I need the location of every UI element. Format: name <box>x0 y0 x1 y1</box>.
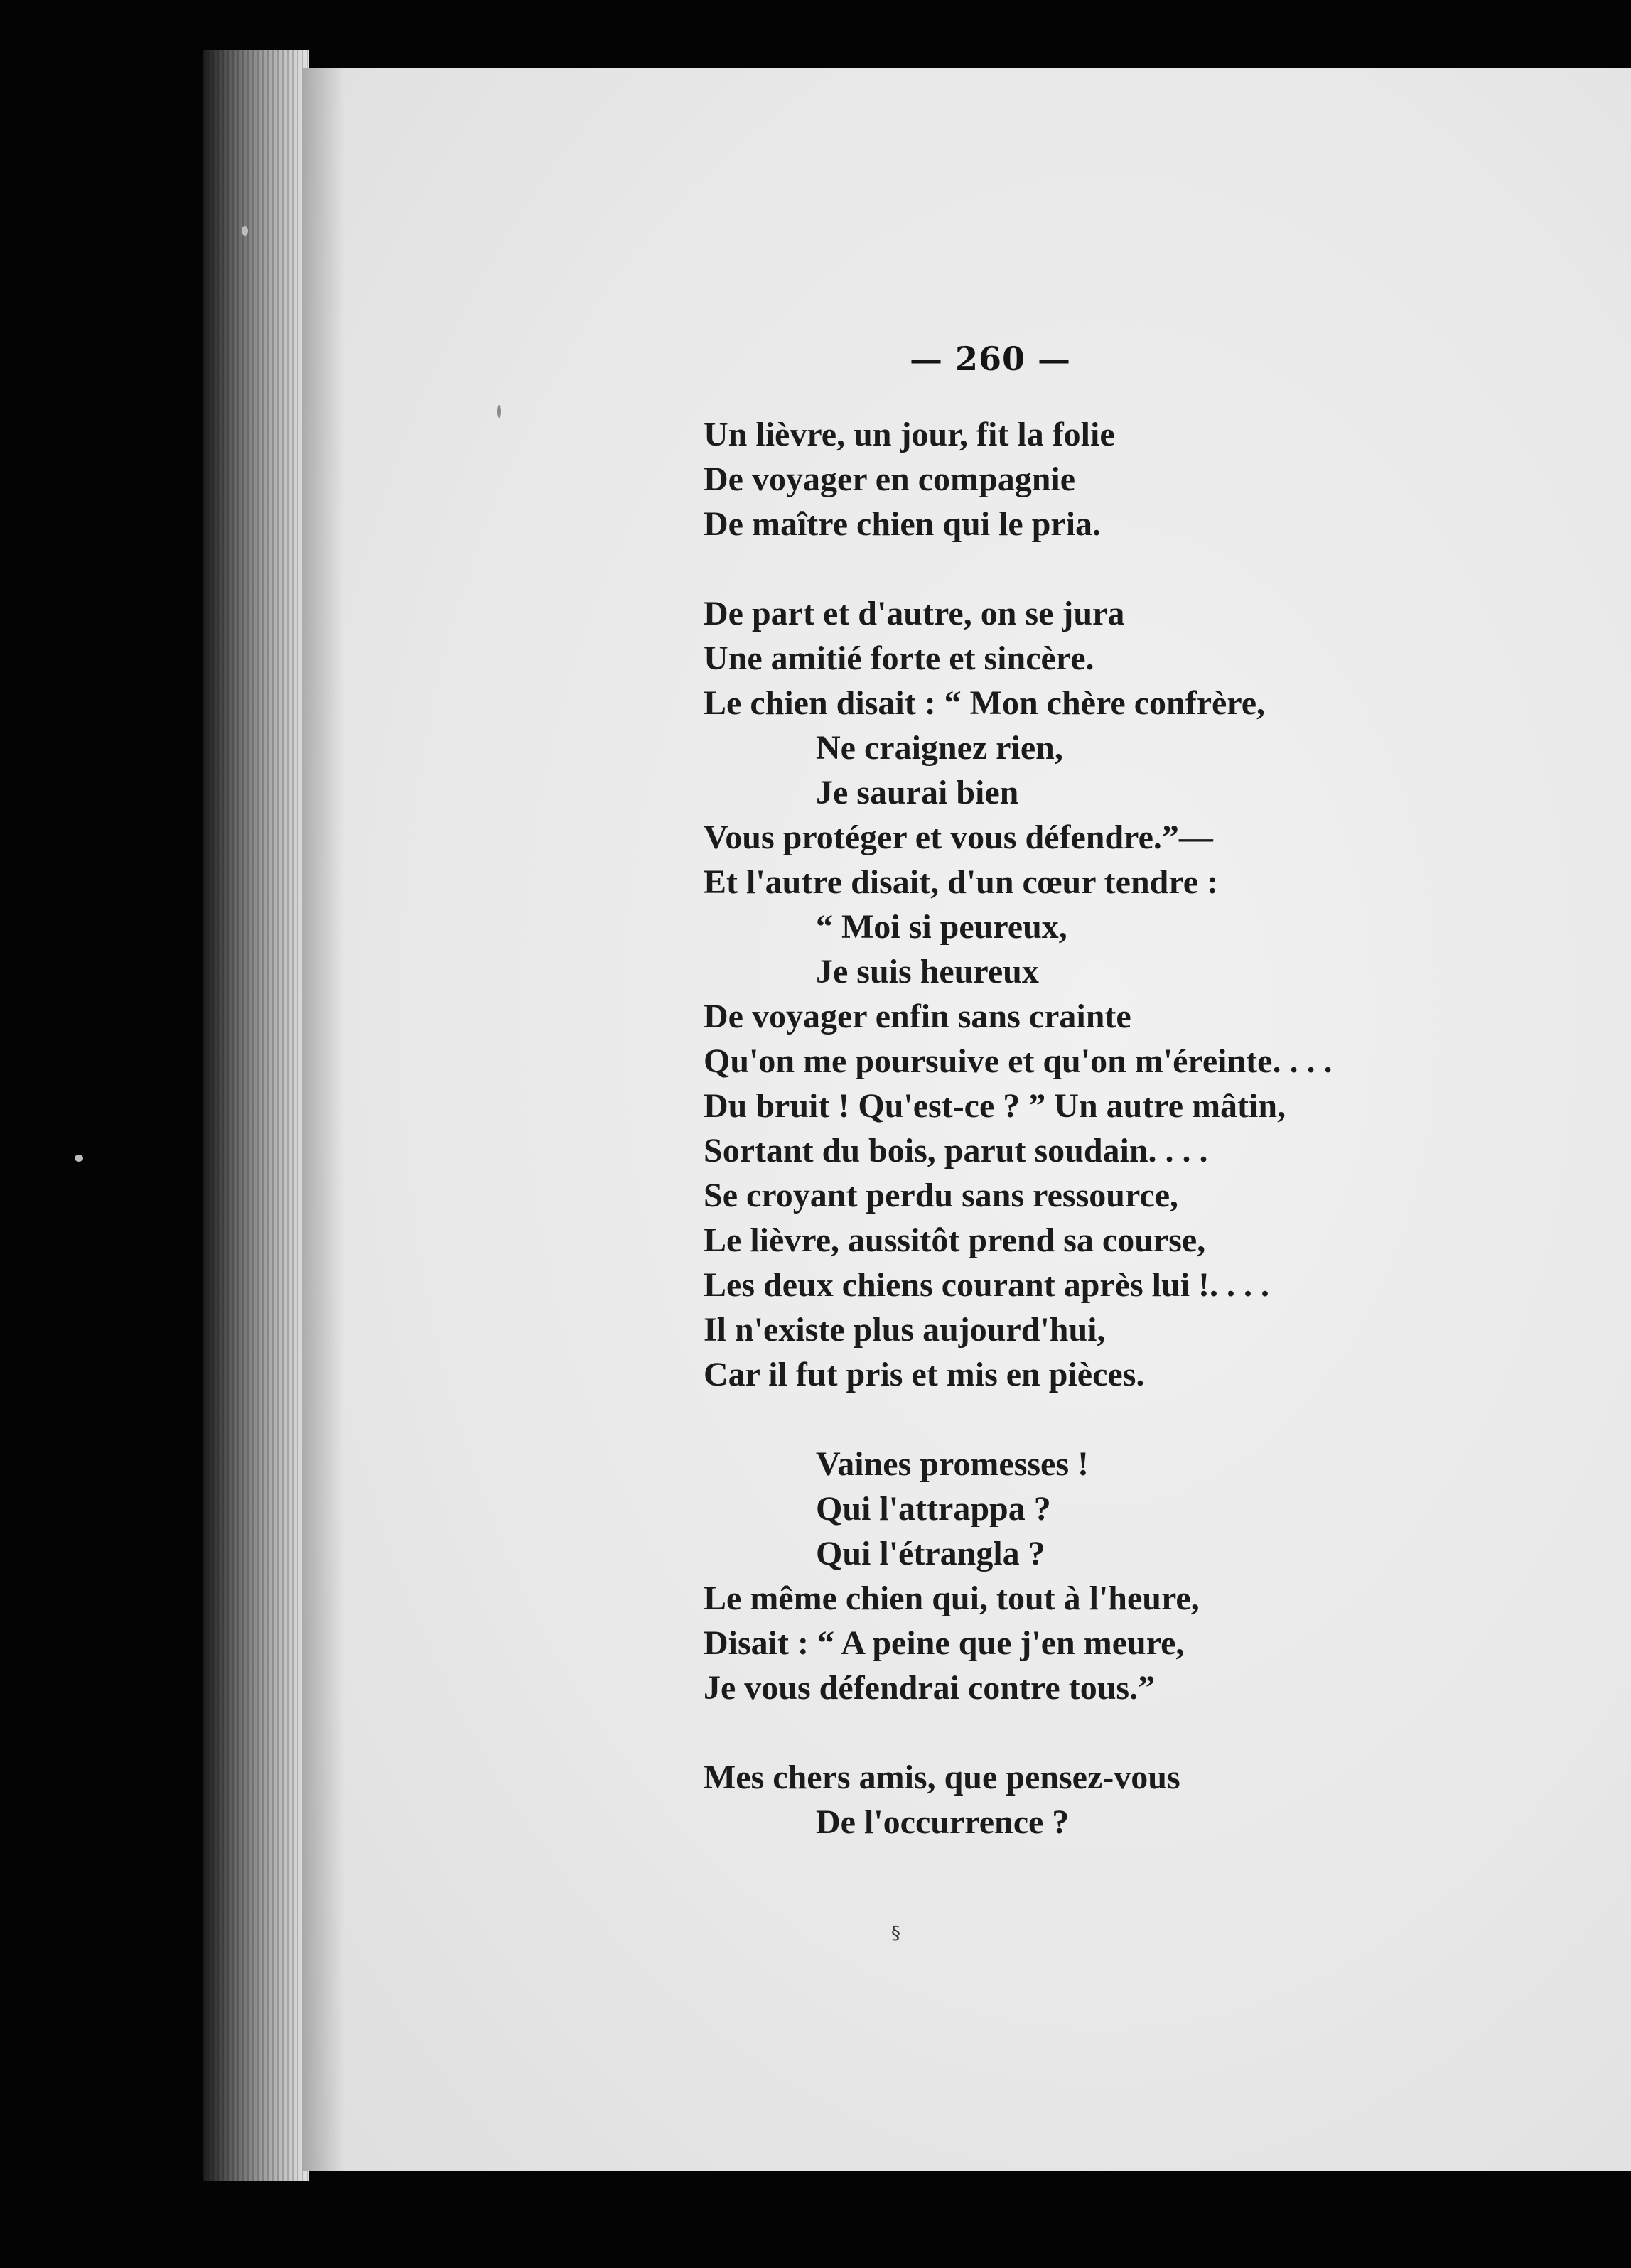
stanza-break <box>704 1710 1414 1755</box>
poem-line: Le lièvre, aussitôt prend sa course, <box>704 1221 1206 1259</box>
dust-speck <box>75 1155 83 1162</box>
poem-line: Ne craignez rien, <box>816 729 1063 767</box>
poem-line: Qui l'étrangla ? <box>816 1535 1045 1572</box>
stanza-break <box>704 546 1414 591</box>
poem-line: Et l'autre disait, d'un cœur tendre : <box>704 863 1219 901</box>
poem-line: Se croyant perdu sans ressource, <box>704 1177 1179 1214</box>
poem-line: Les deux chiens courant après lui !. . . . <box>704 1266 1270 1304</box>
poem-line: De voyager en compagnie <box>704 460 1076 498</box>
poem-line: De l'occurrence ? <box>816 1803 1070 1841</box>
poem-line: Qui l'attrappa ? <box>816 1490 1051 1528</box>
poem-line: Du bruit ! Qu'est-ce ? ” Un autre mâtin, <box>704 1087 1286 1125</box>
printer-ornament: § <box>891 1923 900 1944</box>
poem-line: De voyager enfin sans crainte <box>704 998 1131 1035</box>
page-edges <box>203 50 309 2181</box>
poem-line: Vaines promesses ! <box>816 1445 1089 1483</box>
poem-line: De maître chien qui le pria. <box>704 505 1102 543</box>
poem-line: Le même chien qui, tout à l'heure, <box>704 1580 1200 1617</box>
poem-line: Sortant du bois, parut soudain. . . . <box>704 1132 1208 1170</box>
poem-line: Qu'on me poursuive et qu'on m'éreinte. . . . <box>704 1042 1333 1080</box>
poem-line: “ Moi si peureux, <box>816 908 1067 946</box>
page-number: — 260 — <box>910 340 1072 378</box>
poem-line: Je suis heureux <box>816 953 1039 990</box>
poem-text <box>704 412 1414 1845</box>
poem-line: Je vous défendrai contre tous.” <box>704 1669 1156 1707</box>
poem-line: Mes chers amis, que pensez-vous <box>704 1759 1180 1796</box>
poem-line: Car il fut pris et mis en pièces. <box>704 1356 1145 1393</box>
poem-line: Disait : “ A peine que j'en meure, <box>704 1624 1185 1662</box>
poem-line: Le chien disait : “ Mon chère confrère, <box>704 684 1266 722</box>
poem-line: Vous protéger et vous défendre.”— <box>704 819 1213 856</box>
gutter-shadow <box>302 68 345 2171</box>
stanza-break <box>704 1397 1414 1442</box>
dust-speck <box>497 405 501 418</box>
dust-speck <box>242 226 248 236</box>
poem-line: Je saurai bien <box>816 774 1019 811</box>
poem-line: Une amitié forte et sincère. <box>704 639 1094 677</box>
poem-line: Un lièvre, un jour, fit la folie <box>704 416 1115 453</box>
poem-line: De part et d'autre, on se jura <box>704 595 1125 632</box>
poem-line: Il n'existe plus aujourd'hui, <box>704 1311 1106 1349</box>
